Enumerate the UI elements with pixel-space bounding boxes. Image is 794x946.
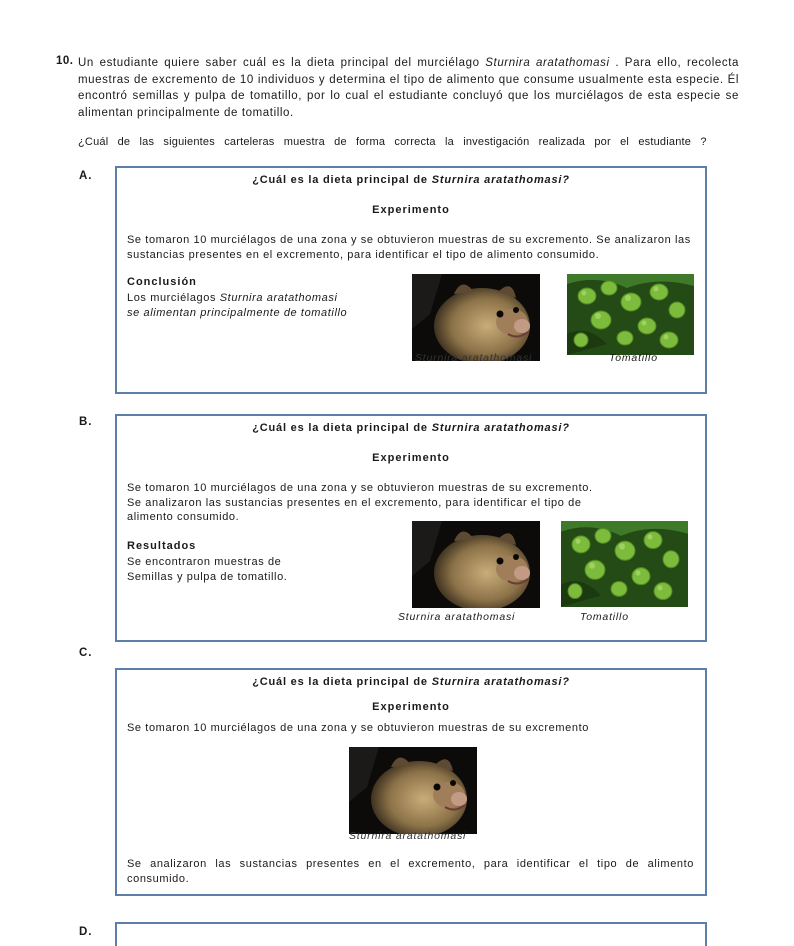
tomatillo-photo-icon	[567, 274, 694, 355]
option-a-caption-bat: Sturnira aratathomasi	[415, 352, 533, 364]
question-text-before: Un estudiante quiere saber cuál es la dieta principal del murciélago	[78, 57, 486, 69]
question-text	[78, 55, 739, 121]
option-b-results-heading: Resultados	[127, 540, 197, 552]
option-c-title-prefix: ¿Cuál es la dieta principal de	[252, 676, 432, 688]
option-a-conclusion-species: Sturnira aratathomasi	[219, 292, 338, 304]
option-b-title-prefix: ¿Cuál es la dieta principal de	[252, 422, 432, 434]
option-c-title	[117, 676, 705, 688]
option-a-card[interactable]	[115, 166, 707, 394]
option-c-letter[interactable]: C.	[79, 647, 93, 659]
option-d-card[interactable]	[115, 922, 707, 946]
question-species: Sturnira aratathomasi	[485, 57, 610, 69]
option-a-conclusion-text-2: se alimentan principalmente de tomatillo	[127, 306, 348, 319]
option-c-paragraph1: Se tomaron 10 murciélagos de una zona y se obtuvieron muestras de su excremento	[127, 722, 589, 734]
option-a-subtitle: Experimento	[372, 204, 450, 216]
option-b-title-species: Sturnira aratathomasi?	[431, 422, 570, 434]
option-d-letter[interactable]: D.	[79, 926, 93, 938]
option-a-conclusion-text-1: Los murciélagos	[127, 292, 220, 304]
option-b-letter[interactable]: B.	[79, 416, 93, 428]
option-a-caption-tomatillo: Tomatillo	[609, 352, 658, 364]
option-b-paragraph-line2: Se analizaron las sustancias presentes en el excremento, para identificar el tipo de	[127, 496, 582, 509]
option-b-card[interactable]	[115, 414, 707, 642]
option-a-conclusion-text	[127, 291, 357, 320]
option-b-results-text	[127, 555, 357, 584]
option-a-title-prefix: ¿Cuál es la dieta principal de	[252, 174, 432, 186]
option-b-subtitle: Experimento	[372, 452, 450, 464]
option-b-caption-tomatillo: Tomatillo	[580, 611, 629, 623]
option-b-results-line2: Semillas y pulpa de tomatillo.	[127, 570, 288, 583]
option-c-subtitle: Experimento	[372, 701, 450, 713]
option-a-title-species: Sturnira aratathomasi?	[431, 174, 570, 186]
option-c-caption-bat: Sturnira aratathomasi	[349, 830, 467, 842]
option-a-conclusion-heading: Conclusión	[127, 276, 197, 288]
option-a-letter[interactable]: A.	[79, 170, 93, 182]
option-b-caption-bat: Sturnira aratathomasi	[398, 611, 516, 623]
option-a-title	[117, 174, 705, 186]
bat-photo-icon	[412, 274, 540, 361]
bat-photo-icon	[349, 747, 477, 834]
option-a-paragraph: Se tomaron 10 murciélagos de una zona y se obtuvieron muestras de su excremento. Se analizaron las sustancias presentes en el excremento, para identificar el tipo de alimento consumido.	[127, 234, 691, 261]
option-b-results-line1: Se encontraron muestras de	[127, 556, 282, 568]
question-number: 10.	[56, 55, 74, 67]
option-b-paragraph-line1: Se tomaron 10 murciélagos de una zona y se obtuvieron muestras de su excremento.	[127, 482, 593, 494]
option-b-paragraph	[127, 481, 699, 525]
bat-photo-icon	[412, 521, 540, 608]
option-c-paragraph2: Se analizaron las sustancias presentes en el excremento, para identificar el tipo de alimento consumido.	[127, 858, 694, 885]
question-prompt: ¿Cuál de las siguientes carteleras muestra de forma correcta la investigación realizada por el estudiante ?	[78, 136, 707, 148]
question-text-after: . Para ello, recolecta muestras de excremento de 10 individuos y determina el tipo de alimento que consume usualmente esta especie. Él encontró semillas y pulpa de tomatillo, por lo cual el estudiante concluyó que los murciélagos de esta especie se alimentan principalmente de tomatillo.	[78, 57, 740, 119]
option-b-title	[117, 422, 705, 434]
option-c-title-species: Sturnira aratathomasi?	[431, 676, 570, 688]
tomatillo-photo-icon	[561, 521, 688, 607]
option-c-card[interactable]	[115, 668, 707, 896]
option-b-paragraph-line3: alimento consumido.	[127, 511, 240, 523]
